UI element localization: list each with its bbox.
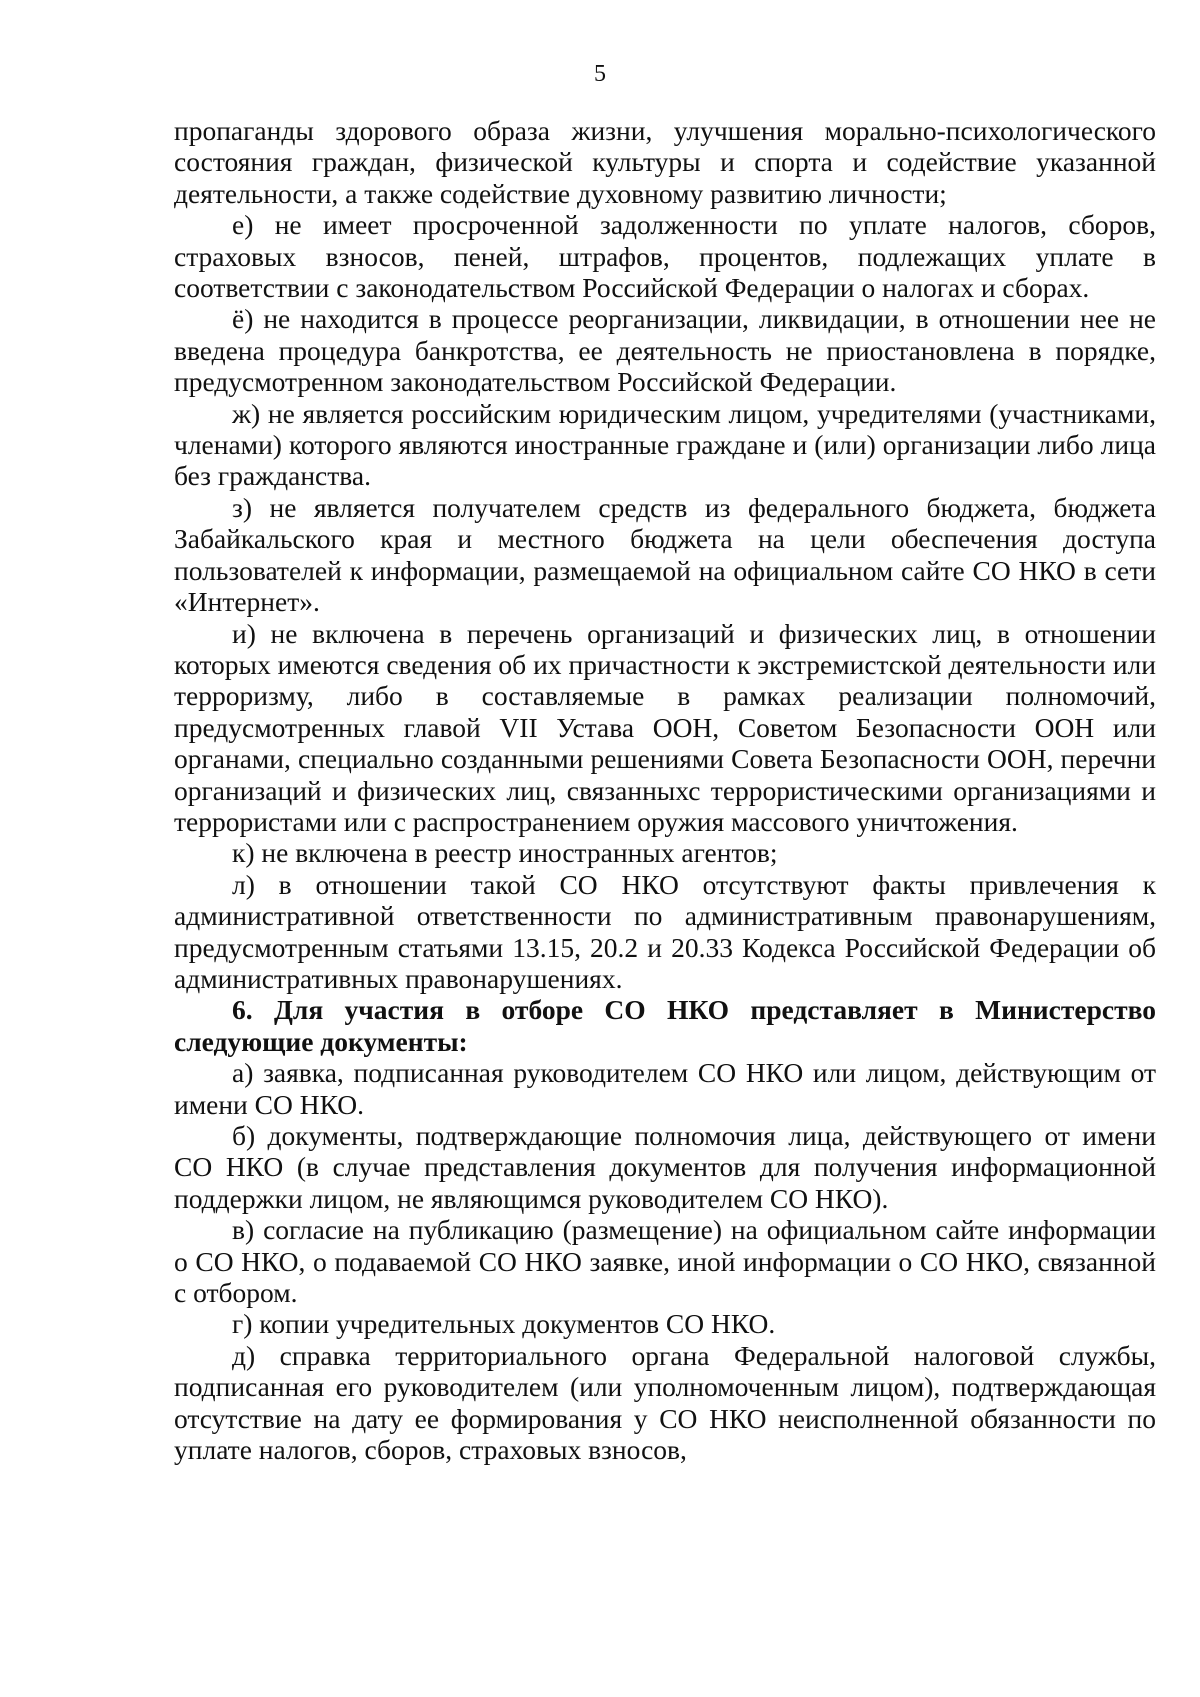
section-heading-6: 6. Для участия в отборе СО НКО представляет в Министерство следующие документы:: [174, 994, 1156, 1057]
paragraph-item-k: к) не включена в реестр иностранных агентов;: [232, 837, 778, 869]
paragraph-item-g: г) копии учредительных документов СО НКО.: [232, 1308, 776, 1340]
paragraph-item-l: л) в отношении такой СО НКО отсутствуют факты привлечения к административной ответственности по административным правонарушениям, предусмотренным статьями 13.15, 20.2 и 20.33 Кодекса Российской Федерации об административных правонарушениях.: [174, 868, 1156, 994]
paragraph-item-v: в) согласие на публикацию (размещение) на официальном сайте информации о СО НКО, о подаваемой СО НКО заявке, иной информации о СО НКО, связанной с отбором.: [174, 1214, 1156, 1309]
paragraph-item-e: е) не имеет просроченной задолженности по уплате налогов, сборов, страховых взносов, пеней, штрафов, процентов, подлежащих уплате в соответствии с законодательством Российской Федерации о налогах и сборах.: [174, 209, 1156, 304]
paragraph-continuation: пропаганды здорового образа жизни, улучшения морально-психологического состояния граждан, физической культуры и спорта и содействие указанной деятельности, а также содействие духовному развитию личности;: [174, 115, 1156, 209]
paragraph-item-b: б) документы, подтверждающие полномочия лица, действующего от имени СО НКО (в случае представления документов для получения информационной поддержки лицом, не являющимся руководителем СО НКО).: [174, 1120, 1156, 1214]
page-number: 5: [594, 61, 606, 87]
paragraph-item-z: з) не является получателем средств из федерального бюджета, бюджета Забайкальского края и местного бюджета на цели обеспечения доступа пользователей к информации, размещаемой на официальном сайте СО НКО в сети «Интернет».: [174, 491, 1156, 618]
paragraph-item-d: д) справка территориального органа Федеральной налоговой службы, подписанная его руководителем (или уполномоченным лицом), подтверждающая отсутствие на дату ее формирования у СО НКО неисполненной обязанности по уплате налогов, сборов, страховых взносов,: [174, 1339, 1156, 1466]
paragraph-item-yo: ё) не находится в процессе реорганизации, ликвидации, в отношении нее не введена процедура банкротства, ее деятельность не приостановлена в порядке, предусмотренном законодательством Российской Федерации.: [174, 303, 1156, 398]
document-body: [174, 115, 1156, 1465]
paragraph-item-zh: ж) не является российским юридическим лицом, учредителями (участниками, членами) которого являются иностранные граждане и (или) организации либо лица без гражданства.: [174, 397, 1156, 492]
paragraph-item-a: а) заявка, подписанная руководителем СО НКО или лицом, действующим от имени СО НКО.: [174, 1057, 1156, 1120]
paragraph-item-i: и) не включена в перечень организаций и физических лиц, в отношении которых имеются сведения об их причастности к экстремистской деятельности или терроризму, либо в составляемые в рамках реализации полномочий, предусмотренных главой VII Устава ООН, Советом Безопасности ООН или органами, специально созданными решениями Совета Безопасности ООН, перечни организаций и физических лиц, связанныхс террористическими организациями и террористами или с распространением оружия массового уничтожения.: [174, 617, 1156, 837]
